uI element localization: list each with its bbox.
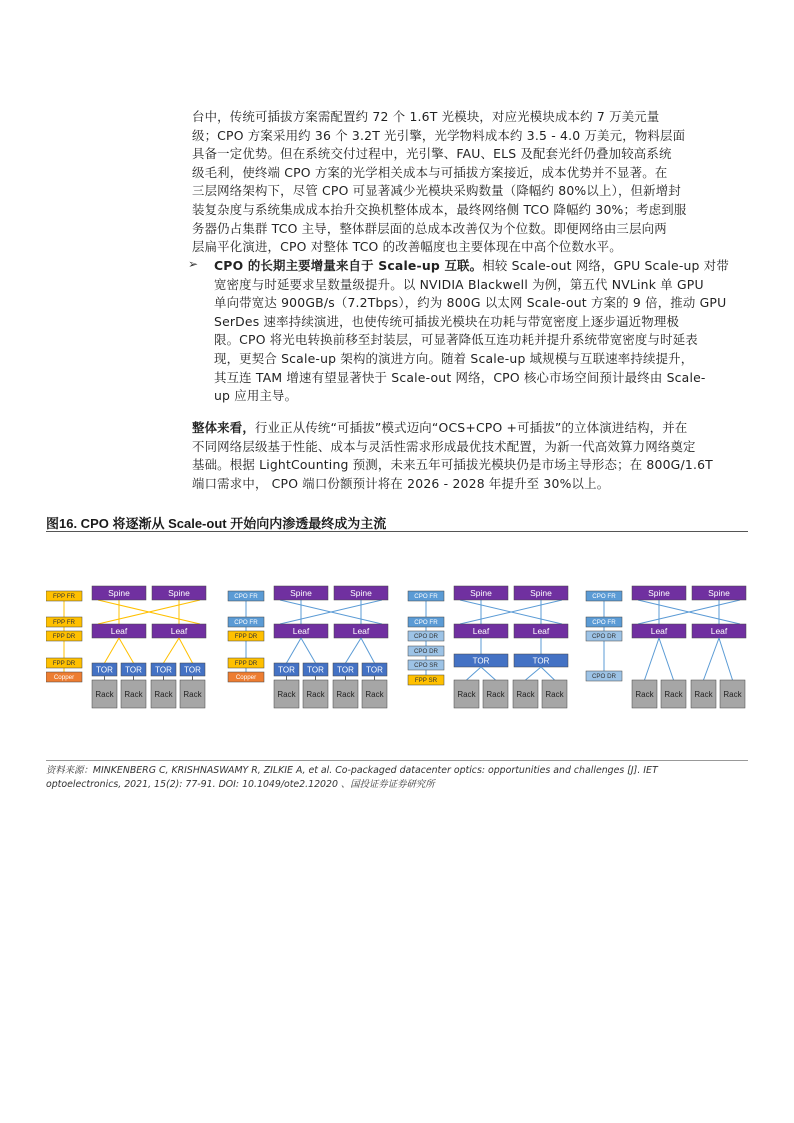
- leaf-tor-link: [119, 638, 134, 663]
- rack-unit-label: Rack: [664, 689, 683, 699]
- text-line: 单向带宽达 900GB/s（7.2Tbps），约为 800G 以太网 Scale-out 方案的 9 倍，推动 GPU: [214, 295, 727, 311]
- tor-rack-link: [467, 667, 482, 680]
- tier-label-label: CPO DR: [591, 633, 617, 641]
- rack-unit-label: Rack: [635, 689, 654, 699]
- spine-switch-label: Spine: [350, 588, 372, 599]
- spine-switch-label: Spine: [708, 588, 730, 599]
- leaf-switch-label: Leaf: [710, 626, 728, 637]
- spine-switch-label: Spine: [290, 588, 312, 599]
- text-line: 务器仍占集群 TCO 主导，整体群层面的总成本改善仅为个位数。即便网络由三层向两: [192, 220, 667, 236]
- tier-label-label: CPO DR: [413, 648, 439, 656]
- leaf-switch-label: Leaf: [170, 626, 188, 637]
- tier-label-label: FPP SR: [414, 677, 438, 685]
- spine-switch-label: Spine: [108, 588, 130, 599]
- bold-lead: 整体来看，: [192, 420, 255, 435]
- text-line: 层扁平化演进，CPO 对整体 TCO 的改善幅度也主要体现在中高个位数水平。: [192, 239, 622, 255]
- leaf-tor-link: [301, 638, 316, 663]
- tor-switch-label: TOR: [472, 656, 490, 666]
- rack-unit-label: Rack: [486, 689, 505, 699]
- rack-unit-label: Rack: [154, 689, 173, 699]
- text-line: 级；CPO 方案采用约 36 个 3.2T 光引擎，光学物料成本约 3.5 - 4.0 万美元，物料层面: [192, 127, 686, 143]
- tier-label-label: FPP FR: [53, 619, 75, 627]
- leaf-tor-link: [361, 638, 375, 663]
- tor-switch-label: TOR: [96, 665, 113, 675]
- text-line: 端口需求中， CPO 端口份额预计将在 2026 - 2028 年提升至 30%以上。: [192, 475, 610, 491]
- text-line: 装复杂度与系统集成成本抬升交换机整体成本，最终网络侧 TCO 降幅约 30%；考虑到服: [192, 201, 687, 217]
- tier-label-label: CPO FR: [234, 619, 258, 627]
- tor-rack-link: [526, 667, 542, 680]
- tier-label-label: FPP DR: [52, 633, 76, 641]
- text-line: SerDes 速率持续演进，也使传统可插拔光模块在功耗与带宽密度上逐步逼近物理极: [214, 313, 680, 329]
- figure-title: 图16. CPO 将逐渐从 Scale-out 开始向内渗透最终成为主流: [46, 516, 387, 531]
- rack-unit-label: Rack: [694, 689, 713, 699]
- tor-switch-label: TOR: [278, 665, 295, 675]
- tor-switch-label: TOR: [125, 665, 142, 675]
- text-line: 台中，传统可插拔方案需配置约 72 个 1.6T 光模块，对应光模块成本约 7 万美元量: [192, 109, 660, 124]
- text-line: 宽密度与时延要求呈数量级提升。以 NVIDIA Blackwell 为例，第五代 NVLink 单 GPU: [214, 276, 704, 292]
- bullet-arrow-icon: ➢: [188, 257, 199, 271]
- text-span: 行业正从传统“可插拔”模式迈向“OCS+CPO +可插拔”的立体演进结构，并在: [254, 420, 688, 435]
- leaf-tor-link: [179, 638, 193, 663]
- leaf-rack-link: [719, 638, 733, 680]
- spine-switch-label: Spine: [648, 588, 670, 599]
- tier-label-label: CPO FR: [234, 593, 258, 601]
- text-line: 具备一定优势。但在系统交付过程中，光引擎、FAU、ELS 及配套光纤仍叠加较高系统: [192, 146, 672, 162]
- text-span: 相较 Scale-out 网络，GPU Scale-up 对带: [482, 258, 729, 273]
- tier-label-label: CPO DR: [413, 633, 439, 641]
- leaf-switch-label: Leaf: [292, 626, 310, 637]
- tier-label-label: FPP DR: [234, 633, 258, 641]
- text-line: 现，更契合 Scale-up 架构的演进方向。随着 Scale-up 域规模与互联速率持续提升，: [214, 350, 694, 366]
- tier-label-label: CPO FR: [414, 593, 438, 601]
- diagram-svg: [46, 576, 748, 716]
- leaf-switch-label: Leaf: [110, 626, 128, 637]
- tier-label-label: FPP DR: [234, 660, 258, 668]
- tier-label-label: FPP DR: [52, 660, 76, 668]
- paragraph-cost-analysis: [192, 108, 748, 257]
- text-line: 限。CPO 将光电转换前移至封装层，可显著降低互连功耗并提升系统带宽密度与时延表: [214, 332, 698, 348]
- tier-label-label: FPP FR: [53, 593, 75, 601]
- tier-label-label: CPO SR: [414, 662, 438, 670]
- text-line: up 应用主导。: [214, 388, 298, 404]
- leaf-tor-link: [164, 638, 180, 663]
- figure-bottom-rule: [46, 760, 748, 761]
- tier-label-label: CPO FR: [592, 593, 616, 601]
- leaf-tor-link: [346, 638, 362, 663]
- spine-switch-label: Spine: [168, 588, 190, 599]
- tor-switch-label: TOR: [366, 665, 383, 675]
- tier-label-label: Copper: [235, 674, 257, 682]
- rack-unit-label: Rack: [545, 689, 564, 699]
- text-line: 级毛利，使终端 CPO 方案的光学相关成本与可插拔方案接近，成本优势并不显著。在: [192, 164, 668, 180]
- bold-lead: CPO 的长期主要增量来自于 Scale-up 互联。: [214, 258, 483, 273]
- rack-unit-label: Rack: [183, 689, 202, 699]
- tor-switch-label: TOR: [155, 665, 172, 675]
- source-line: 资料来源：MINKENBERG C, KRISHNASWAMY R, ZILKIE A, et al. Co-packaged datacenter optics: opportunities and challenges [J]. IET: [46, 765, 658, 776]
- text-line: 不同网络层级基于性能、成本与灵活性需求形成最优技术配置，为新一代高效算力网络奠定: [192, 438, 696, 454]
- tier-label-label: CPO DR: [591, 673, 617, 681]
- leaf-rack-link: [659, 638, 674, 680]
- spine-switch-label: Spine: [470, 588, 492, 599]
- leaf-rack-link: [645, 638, 660, 680]
- figure-top-rule: [46, 531, 748, 532]
- leaf-switch-label: Leaf: [472, 626, 490, 637]
- rack-unit-label: Rack: [277, 689, 296, 699]
- text-line: [214, 257, 748, 276]
- rack-unit-label: Rack: [306, 689, 325, 699]
- rack-unit-label: Rack: [723, 689, 742, 699]
- rack-unit-label: Rack: [95, 689, 114, 699]
- tor-rack-link: [541, 667, 555, 680]
- tor-switch-label: TOR: [532, 656, 550, 666]
- tier-label-label: Copper: [53, 674, 75, 682]
- tor-switch-label: TOR: [337, 665, 354, 675]
- paragraph-scale-up: [214, 257, 748, 406]
- tier-label-label: CPO FR: [592, 619, 616, 627]
- text-line: 三层网络架构下，尽管 CPO 可显著减少光模块采购数量（降幅约 80%以上），但新增封: [192, 183, 681, 199]
- leaf-switch-label: Leaf: [532, 626, 550, 637]
- rack-unit-label: Rack: [365, 689, 384, 699]
- leaf-switch-label: Leaf: [650, 626, 668, 637]
- text-line: 其互连 TAM 增速有望显著快于 Scale-out 网络，CPO 核心市场空间预计最终由 Scale-: [214, 369, 706, 385]
- text-line: 基础。根据 LightCounting 预测，未来五年可插拔光模块仍是市场主导形态；在 800G/1.6T: [192, 457, 713, 473]
- leaf-tor-link: [287, 638, 302, 663]
- rack-unit-label: Rack: [457, 689, 476, 699]
- tor-switch-label: TOR: [307, 665, 324, 675]
- leaf-rack-link: [704, 638, 720, 680]
- tor-switch-label: TOR: [184, 665, 201, 675]
- source-line: optoelectronics, 2021, 15(2): 77-91. DOI: 10.1049/ote2.12020 、国投证券证券研究所: [46, 779, 435, 790]
- network-evolution-diagram: [46, 576, 748, 716]
- tor-rack-link: [481, 667, 496, 680]
- spine-switch-label: Spine: [530, 588, 552, 599]
- rack-unit-label: Rack: [336, 689, 355, 699]
- source-note: [46, 764, 748, 792]
- leaf-tor-link: [105, 638, 120, 663]
- text-line: [192, 419, 748, 438]
- paragraph-summary: [192, 419, 748, 493]
- leaf-switch-label: Leaf: [352, 626, 370, 637]
- tier-label-label: CPO FR: [414, 619, 438, 627]
- rack-unit-label: Rack: [124, 689, 143, 699]
- rack-unit-label: Rack: [516, 689, 535, 699]
